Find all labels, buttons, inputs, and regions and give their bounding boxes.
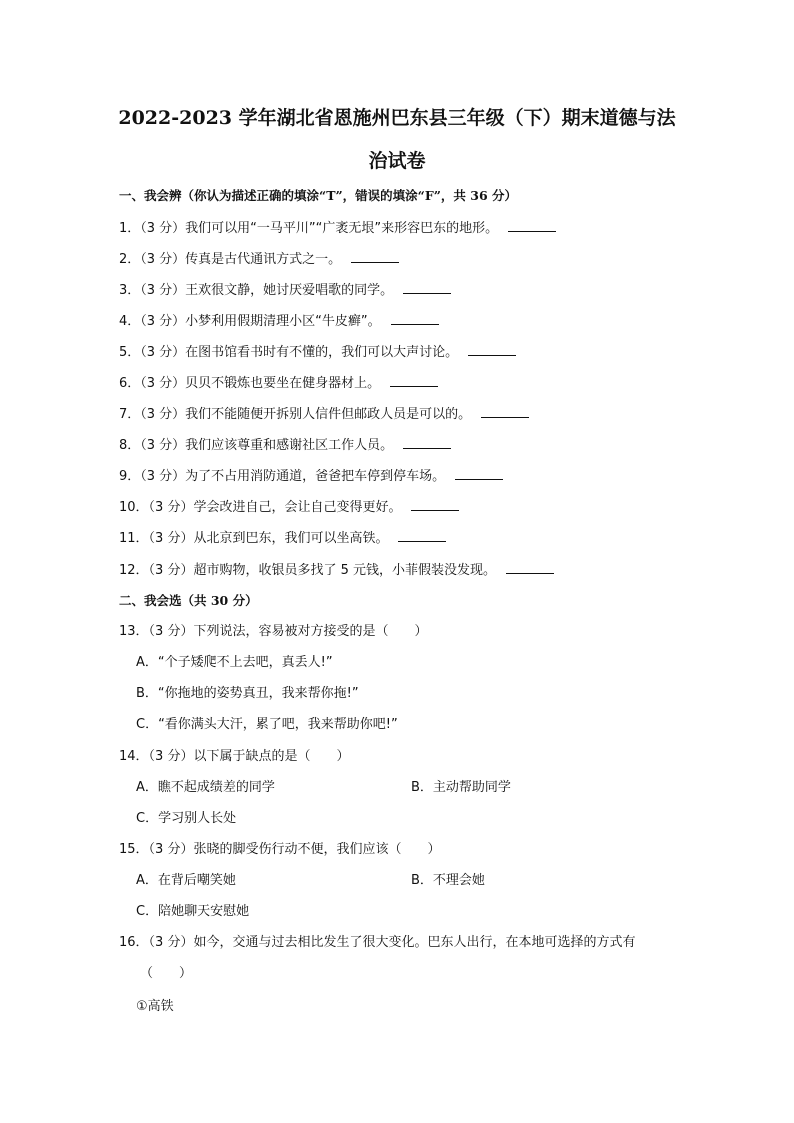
q13-option-a[interactable]: A．“个子矮爬不上去吧，真丢人!” (136, 655, 333, 670)
answer-blank[interactable] (468, 343, 516, 356)
q13-option-b[interactable]: B．“你拖地的姿势真丑，我来帮你拖!” (136, 686, 359, 701)
q15-option-c[interactable]: C．陪她聊天安慰她 (136, 904, 250, 919)
q14-option-a[interactable]: A．瞧不起成绩差的同学 (136, 780, 275, 795)
question-8 (119, 436, 451, 454)
answer-blank[interactable] (398, 529, 446, 542)
page-title-line2: 治试卷 (368, 150, 426, 172)
question-text: 6．（3 分）贝贝不锻炼也要坐在健身器材上。 (119, 376, 381, 391)
question-4 (119, 312, 439, 330)
question-text: 10．（3 分）学会改进自己，会让自己变得更好。 (119, 500, 402, 515)
answer-blank[interactable] (506, 561, 554, 574)
q14-option-b[interactable]: B．主动帮助同学 (411, 780, 511, 795)
answer-blank[interactable] (403, 281, 451, 294)
q13-option-c[interactable]: C．“看你满头大汗，累了吧，我来帮助你吧!” (136, 717, 398, 732)
question-text: 1．（3 分）我们可以用“一马平川”“广袤无垠”来形容巴东的地形。 (119, 221, 499, 236)
question-text: 4．（3 分）小梦利用假期清理小区“牛皮癣”。 (119, 314, 381, 329)
question-13-stem: 13．（3 分）下列说法，容易被对方接受的是（ ） (119, 624, 428, 639)
q15-option-a[interactable]: A．在背后嘲笑她 (136, 873, 236, 888)
answer-blank[interactable] (411, 498, 459, 511)
section-heading-multiple-choice: 二、我会选（共 30 分） (119, 593, 258, 608)
answer-blank[interactable] (351, 250, 399, 263)
answer-blank[interactable] (455, 467, 503, 480)
answer-blank[interactable] (481, 405, 529, 418)
answer-blank[interactable] (390, 374, 438, 387)
question-14-stem: 14．（3 分）以下属于缺点的是（ ） (119, 749, 350, 764)
question-text: 3．（3 分）王欢很文静，她讨厌爱唱歌的同学。 (119, 283, 394, 298)
question-3 (119, 281, 451, 299)
question-text: 9．（3 分）为了不占用消防通道，爸爸把车停到停车场。 (119, 469, 446, 484)
page-title-line1: 2022-2023 学年湖北省恩施州巴东县三年级（下）期末道德与法 (118, 107, 676, 129)
answer-blank[interactable] (403, 436, 451, 449)
section-heading-true-false: 一、我会辨（你认为描述正确的填涂“T”，错误的填涂“F”，共 36 分） (119, 188, 518, 203)
question-1 (119, 219, 556, 237)
q14-option-c[interactable]: C．学习别人长处 (136, 811, 237, 826)
question-text: 5．（3 分）在图书馆看书时有不懂的，我们可以大声讨论。 (119, 345, 459, 360)
question-text: 12．（3 分）超市购物，收银员多找了 5 元钱，小菲假装没发现。 (119, 563, 496, 578)
question-15-stem: 15．（3 分）张晓的脚受伤行动不便，我们应该（ ） (119, 842, 441, 857)
question-16-stem-line1: 16．（3 分）如今，交通与过去相比发生了很大变化。巴东人出行，在本地可选择的方式有 (119, 935, 636, 950)
question-16-stem-line2: （ ） (140, 966, 193, 981)
question-12 (119, 561, 554, 579)
question-5 (119, 343, 516, 361)
question-text: 7．（3 分）我们不能随便开拆别人信件但邮政人员是可以的。 (119, 407, 472, 422)
q15-option-b[interactable]: B．不理会她 (411, 873, 485, 888)
answer-blank[interactable] (508, 219, 556, 232)
question-2 (119, 250, 399, 268)
question-7 (119, 405, 529, 423)
question-text: 11．（3 分）从北京到巴东，我们可以坐高铁。 (119, 531, 389, 546)
question-11 (119, 529, 446, 547)
q16-item-1: ①高铁 (136, 999, 174, 1014)
answer-blank[interactable] (391, 312, 439, 325)
question-6 (119, 374, 438, 392)
question-9 (119, 467, 503, 485)
question-text: 8．（3 分）我们应该尊重和感谢社区工作人员。 (119, 438, 394, 453)
question-10 (119, 498, 459, 516)
question-text: 2．（3 分）传真是古代通讯方式之一。 (119, 252, 342, 267)
